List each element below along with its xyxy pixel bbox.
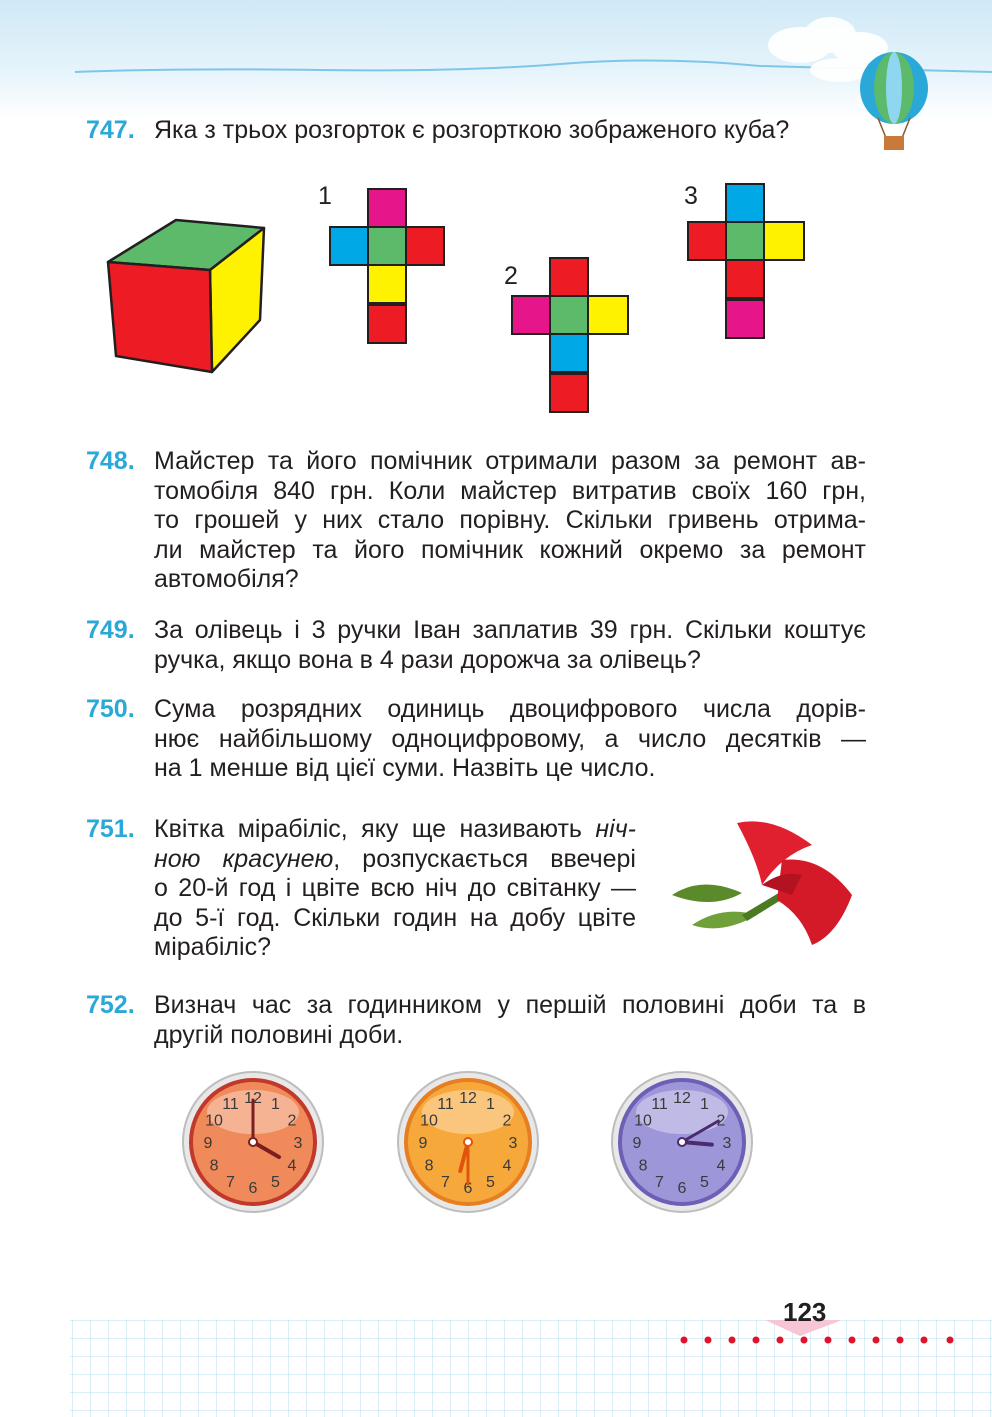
- clock-numeral: 2: [716, 1112, 726, 1130]
- net-label-1: 1: [318, 182, 332, 210]
- mirabilis-flower-image: [662, 815, 862, 955]
- clock-numeral: 9: [632, 1135, 642, 1152]
- problem-number: 748.: [86, 447, 135, 475]
- clocks-row: [0, 1065, 992, 1225]
- problem-748: [86, 447, 866, 595]
- clock-numeral: 2: [287, 1112, 297, 1130]
- problem-number: 752.: [86, 991, 135, 1019]
- clock-3: [612, 1072, 752, 1212]
- clock-1: [183, 1072, 323, 1212]
- problem-text-line: Визнач час за годинником у першій половині доби та в: [154, 991, 866, 1019]
- clock-numeral: 11: [222, 1096, 239, 1114]
- clock-numeral: 4: [716, 1157, 726, 1175]
- clock-numeral: 4: [287, 1157, 297, 1175]
- clock-numeral: 6: [248, 1180, 258, 1197]
- clock-numeral: 5: [700, 1173, 709, 1191]
- clock-center-pin: [249, 1138, 257, 1146]
- problem-747: [86, 116, 866, 146]
- problem-text-line: на 1 менше від цієї суми. Назвіть це число.: [154, 754, 656, 782]
- net-label-2: 2: [504, 262, 518, 290]
- problem-text-line: автомобіля?: [154, 565, 299, 593]
- clock-numeral: 2: [502, 1112, 512, 1130]
- clock-numeral: 7: [226, 1173, 235, 1191]
- clock-numeral: 11: [437, 1096, 454, 1114]
- problem-number: 749.: [86, 616, 135, 644]
- cube-figures: [100, 170, 820, 420]
- clock-numeral: 12: [244, 1090, 262, 1107]
- clock-center-pin: [678, 1138, 686, 1146]
- problem-749: [86, 616, 866, 675]
- clock-numeral: 10: [420, 1112, 438, 1130]
- problem-text-line: о 20-й год і цвіте всю ніч до світанку —: [154, 874, 636, 902]
- cube-net-1: [330, 189, 444, 343]
- problem-text-line: ною красунею, розпускається ввечері: [154, 844, 636, 873]
- clock-numeral: 12: [673, 1090, 691, 1107]
- clock-numeral: 1: [486, 1096, 495, 1114]
- problem-text-line: Сума розрядних одиниць двоцифрового числа дорів-: [154, 695, 866, 723]
- problem-text-line: мірабіліс?: [154, 933, 271, 961]
- problem-750: [86, 695, 866, 784]
- problem-text-line: томобіля 840 грн. Коли майстер витратив своїх 160 грн,: [154, 476, 866, 505]
- clock-numeral: 10: [634, 1112, 652, 1130]
- problem-number: 751.: [86, 815, 135, 843]
- page-number: 123: [783, 1297, 827, 1327]
- clock-numeral: 6: [463, 1180, 473, 1197]
- clock-numeral: 8: [209, 1157, 219, 1175]
- problem-text-line: другій половині доби.: [154, 1020, 404, 1049]
- clock-numeral: 8: [424, 1157, 434, 1175]
- problem-number: 750.: [86, 695, 135, 723]
- problem-text-line: ли майстер та його помічник кожний окремо за ремонт: [154, 535, 866, 564]
- clock-numeral: 11: [651, 1096, 668, 1114]
- problem-text-line: Яка з трьох розгорток є розгорткою зображеного куба?: [154, 116, 790, 144]
- clock-numeral: 9: [203, 1135, 213, 1152]
- clock-numeral: 1: [700, 1096, 709, 1114]
- problem-text-line: нює найбільшому одноцифровому, а число десятків —: [154, 724, 866, 753]
- problem-number: 747.: [86, 116, 135, 144]
- problem-text-line: ручка, якщо вона в 4 рази дорожча за олівець?: [154, 645, 701, 674]
- clock-numeral: 10: [205, 1112, 223, 1130]
- clock-numeral: 9: [418, 1135, 428, 1152]
- clock-numeral: 3: [722, 1135, 732, 1152]
- problem-text-line: то грошей у них стало порівну. Скільки гривень отрима-: [154, 506, 866, 534]
- clock-numeral: 5: [271, 1173, 280, 1191]
- clock-numeral: 3: [508, 1135, 518, 1152]
- grid-footer: [0, 1320, 992, 1417]
- problem-751: [86, 815, 636, 963]
- clock-numeral: 5: [486, 1173, 495, 1191]
- problem-752: [86, 991, 866, 1050]
- cube-net-2: [512, 258, 628, 412]
- clock-numeral: 6: [677, 1180, 687, 1197]
- clock-numeral: 7: [655, 1173, 664, 1191]
- clock-center-pin: [464, 1138, 472, 1146]
- net-label-3: 3: [684, 182, 698, 210]
- problem-text-line: Майстер та його помічник отримали разом за ремонт ав-: [154, 447, 866, 475]
- clock-2: [398, 1072, 538, 1212]
- problem-text-line: до 5-ї год. Скільки годин на добу цвіте: [154, 903, 636, 932]
- problem-text-line: Квітка мірабіліс, яку ще називають ніч-: [154, 815, 636, 843]
- problem-text-line: За олівець і 3 ручки Іван заплатив 39 грн. Скільки коштує: [154, 616, 866, 644]
- cube-net-3: [688, 184, 804, 338]
- clock-numeral: 1: [271, 1096, 280, 1114]
- clock-numeral: 7: [441, 1173, 450, 1191]
- clock-numeral: 12: [459, 1090, 477, 1107]
- clock-numeral: 8: [638, 1157, 648, 1175]
- hot-air-balloon-icon: [860, 52, 928, 150]
- clock-numeral: 3: [293, 1135, 303, 1152]
- clock-numeral: 4: [502, 1157, 512, 1175]
- cube-illustration: [108, 220, 264, 372]
